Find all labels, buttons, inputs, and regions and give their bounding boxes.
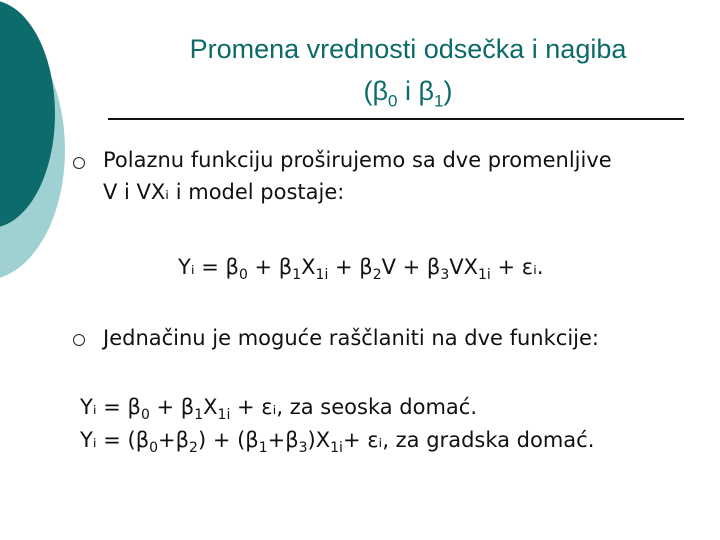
urban-household-equation: Yᵢ = $(\beta_0+\beta_2) + (\beta_1+\beta_3)X_{1i}+$ εᵢ, za gradska domać. — [80, 428, 595, 457]
main-equation: Yᵢ = $\beta_0 + \beta_1X_{1i} + \beta_2V + \beta_3VX_{1i}$ + εᵢ. — [178, 255, 544, 284]
slide-title-line2: ($\beta_0$ i $\beta_1$) — [363, 76, 453, 111]
bullet-2-text: Jednačinu je moguće raščlaniti na dve funkcije: — [103, 326, 599, 350]
bullet-circle-icon — [73, 157, 85, 169]
rural-household-equation: Yᵢ = $\beta_0 + \beta_1X_{1i}$ + εᵢ, za seoska domać. — [80, 395, 478, 424]
bullet-circle-icon — [73, 334, 85, 346]
bullet-1-text-line2: V i VXᵢ i model postaje: — [103, 180, 345, 204]
bullet-1-text-line1: Polaznu funkciju proširujemo sa dve promenljive — [103, 148, 612, 172]
slide-title-line1: Promena vrednosti odsečka i nagiba — [189, 34, 627, 64]
title-underline — [108, 118, 684, 120]
